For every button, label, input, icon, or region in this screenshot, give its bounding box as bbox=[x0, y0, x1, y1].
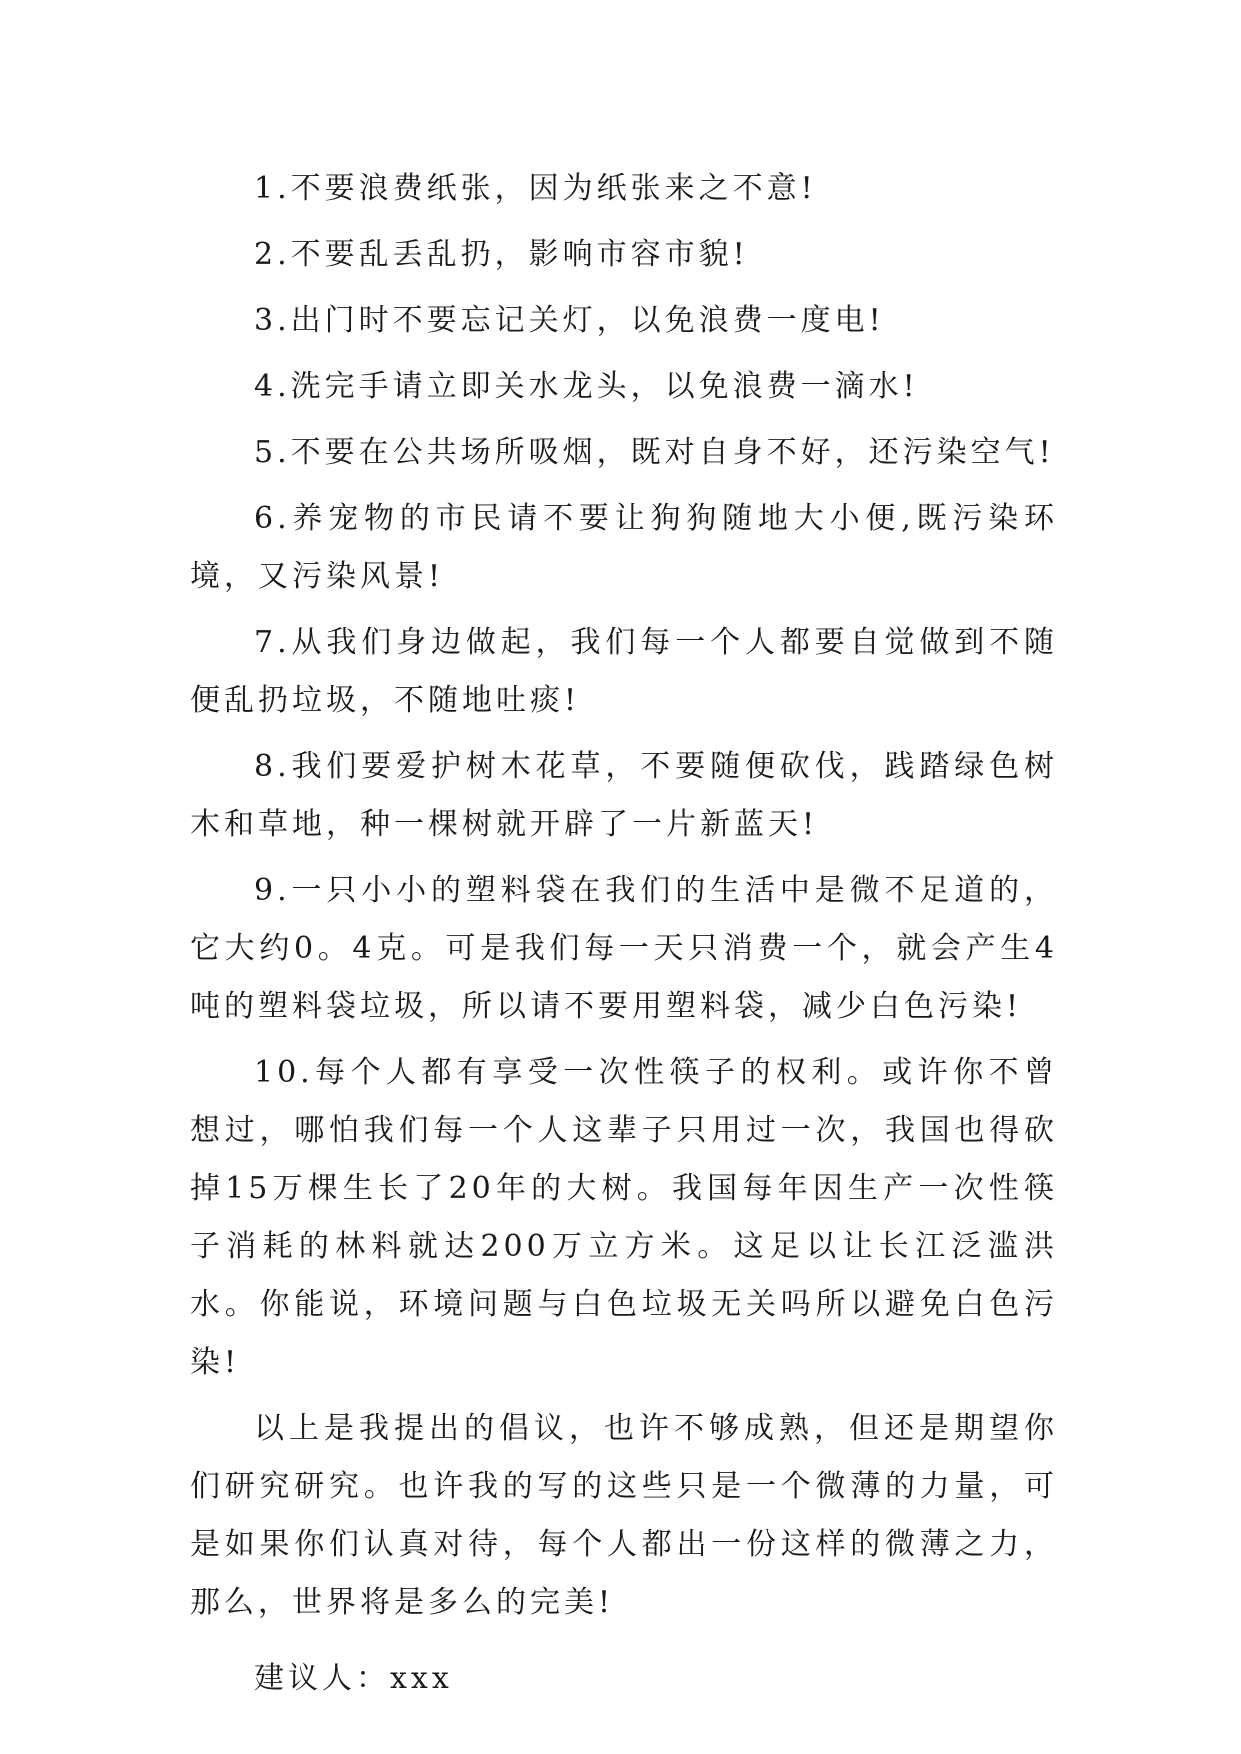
document-body bbox=[190, 160, 1058, 1708]
signature-line: 建议人：xxx bbox=[254, 1661, 453, 1696]
suggestion-item-1: 1.不要浪费纸张，因为纸张来之不意! bbox=[254, 171, 817, 206]
suggestion-item-5: 5.不要在公共场所吸烟，既对自身不好，还污染空气! bbox=[254, 435, 1055, 470]
suggestion-item-2: 2.不要乱丢乱扔，影响市容市貌! bbox=[254, 237, 749, 272]
suggestion-item-9: 9.一只小小的塑料袋在我们的生活中是微不足道的，它大约0。4克。可是我们每一天只消费一个，就会产生4吨的塑料袋垃圾，所以请不要用塑料袋，减少白色污染! bbox=[190, 873, 1058, 1024]
suggestion-item-8: 8.我们要爱护树木花草，不要随便砍伐，践踏绿色树木和草地，种一棵树就开辟了一片新蓝天! bbox=[190, 749, 1058, 842]
suggestion-item-3: 3.出门时不要忘记关灯，以免浪费一度电! bbox=[254, 303, 885, 338]
closing-paragraph: 以上是我提出的倡议，也许不够成熟，但还是期望你们研究研究。也许我的写的这些只是一个微薄的力量，可是如果你们认真对待，每个人都出一份这样的微薄之力，那么，世界将是多么的完美! bbox=[190, 1411, 1058, 1620]
suggestion-item-6: 6.养宠物的市民请不要让狗狗随地大小便,既污染环境，又污染风景! bbox=[190, 501, 1058, 594]
suggestion-item-4: 4.洗完手请立即关水龙头，以免浪费一滴水! bbox=[254, 369, 919, 404]
suggestion-item-7: 7.从我们身边做起，我们每一个人都要自觉做到不随便乱扔垃圾，不随地吐痰! bbox=[190, 625, 1058, 718]
suggestion-item-10: 10.每个人都有享受一次性筷子的权利。或许你不曾想过，哪怕我们每一个人这辈子只用过一次，我国也得砍掉15万棵生长了20年的大树。我国每年因生产一次性筷子消耗的林料就达200万立方米。这足以让长江泛滥洪水。你能说，环境问题与白色垃圾无关吗所以避免白色污染! bbox=[190, 1055, 1058, 1380]
